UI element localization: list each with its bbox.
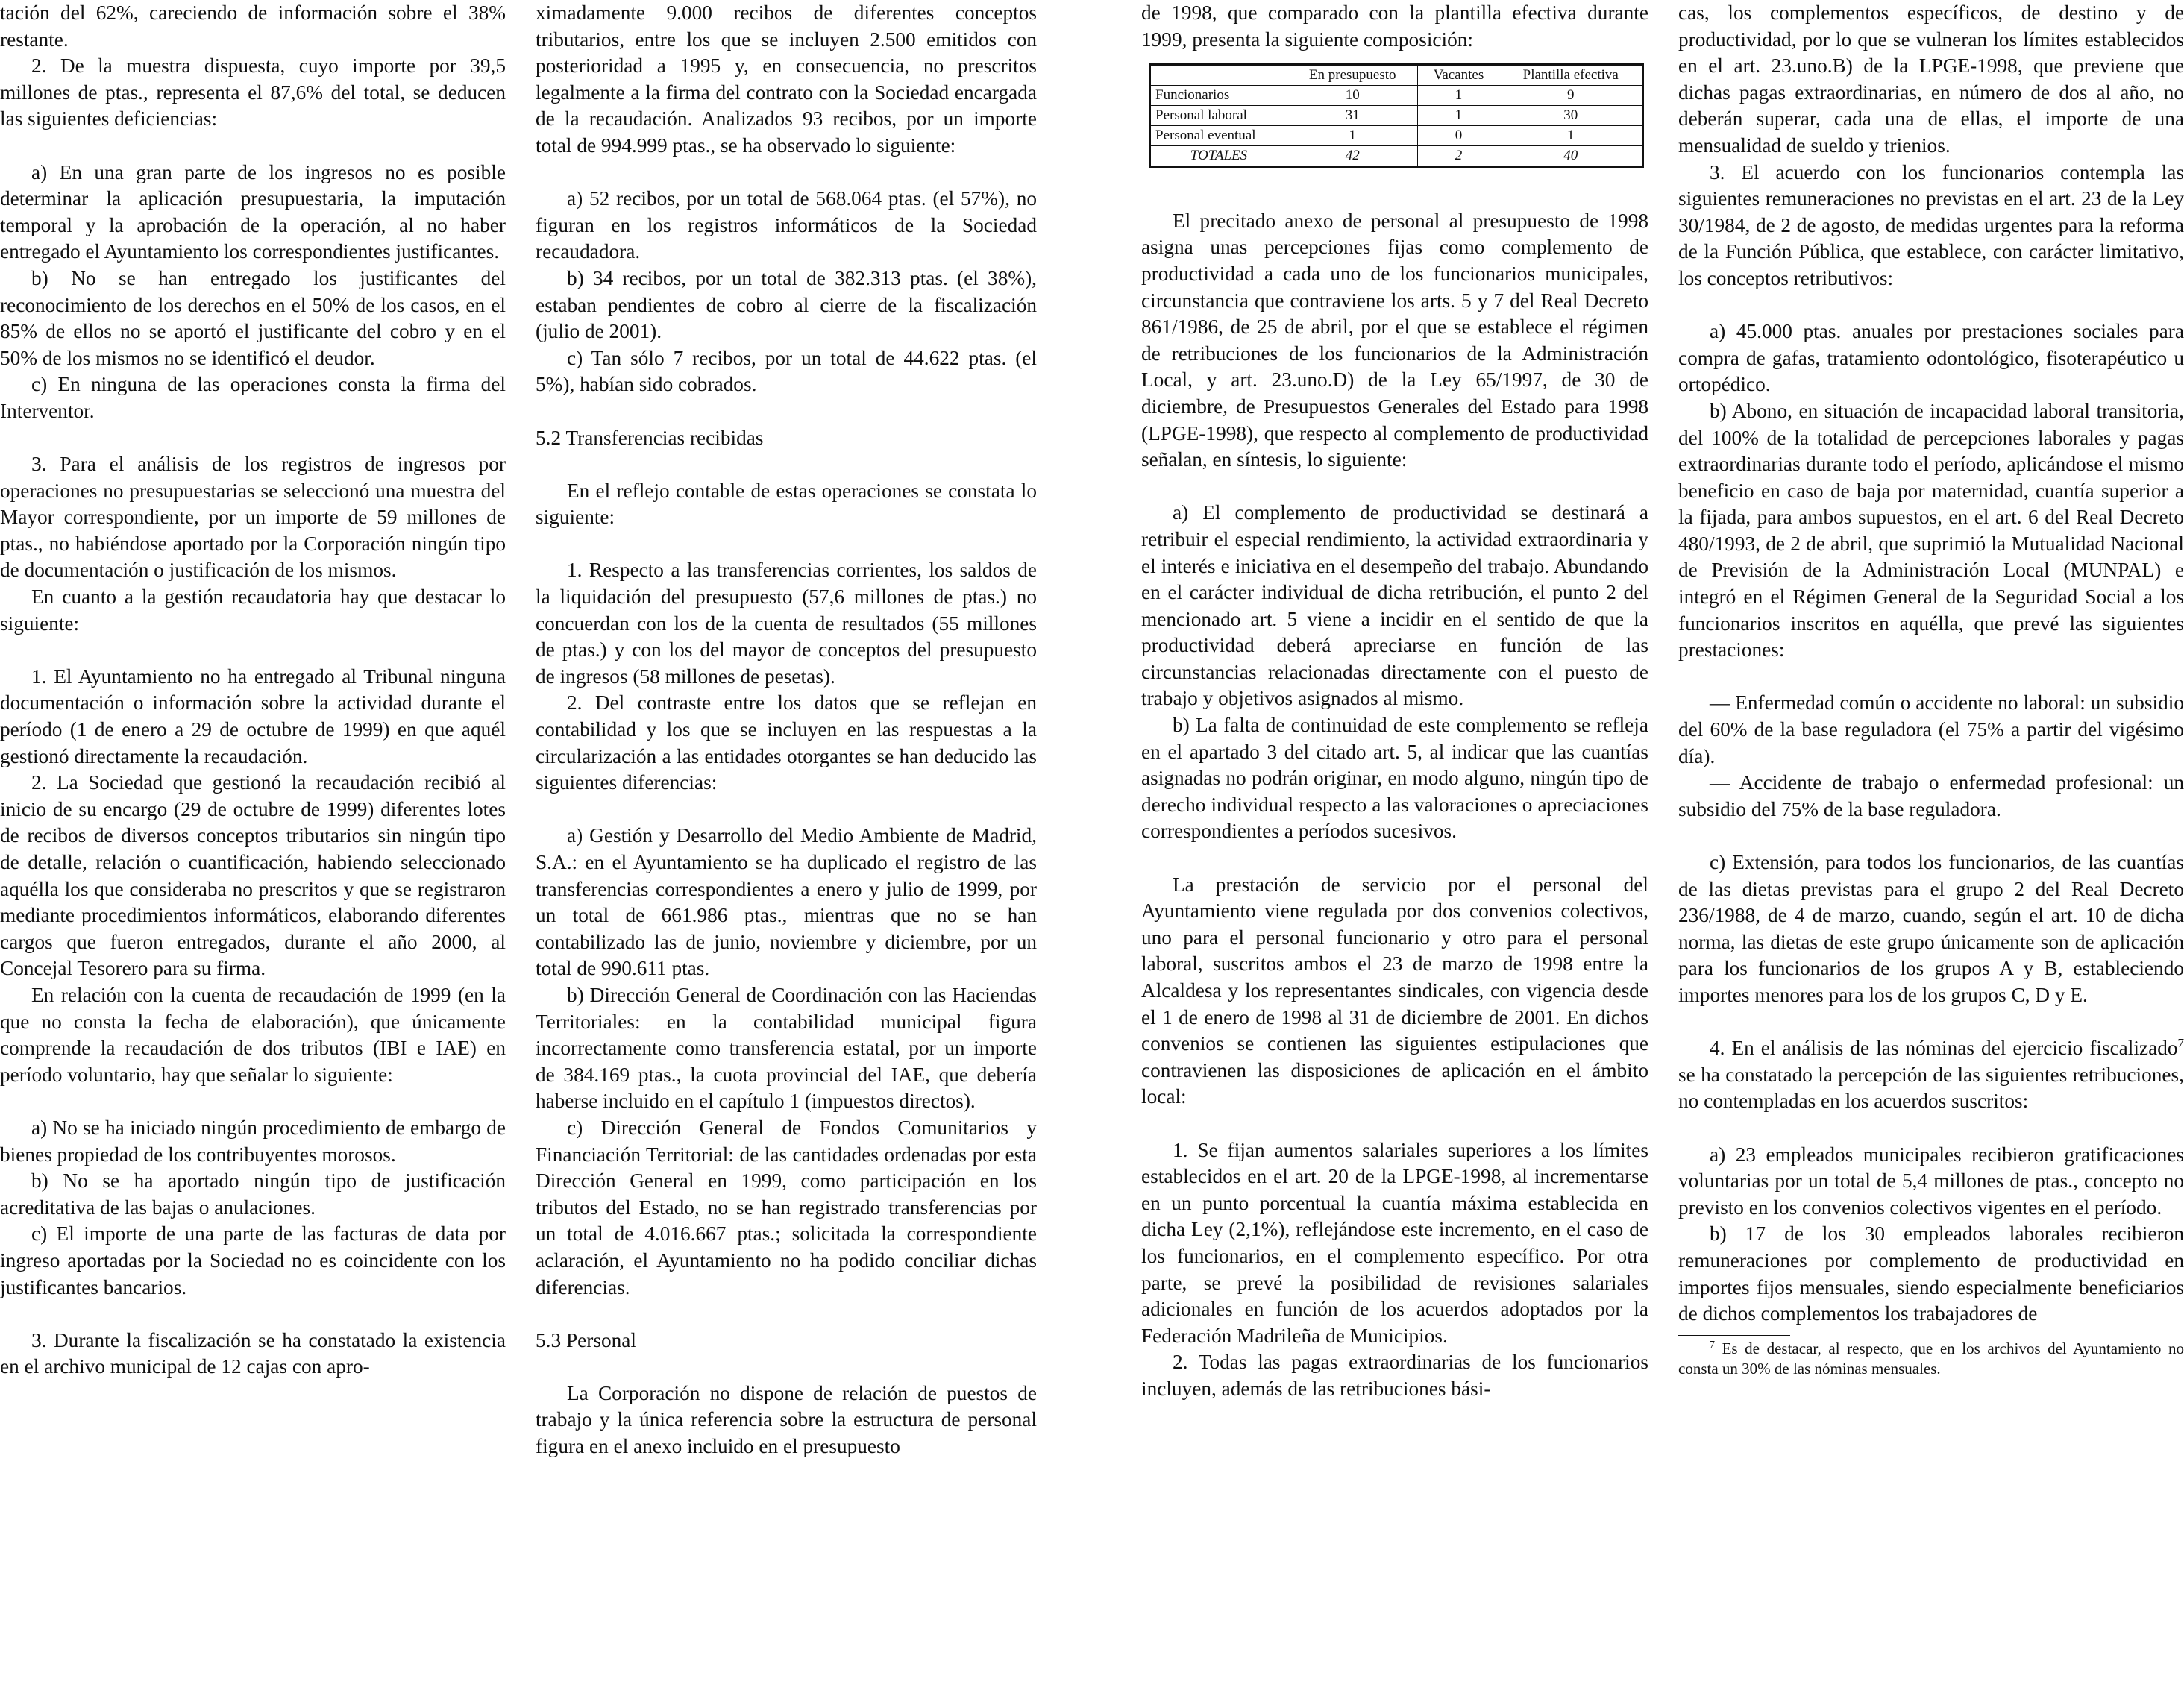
- table-cell: 30: [1499, 106, 1643, 126]
- paragraph: 1. El Ayuntamiento no ha entregado al Tribunal ninguna documentación o información sobre la actividad durante el período (1 de enero a 29 de octubre de 1999) en que aquél gestionó directamente la recaudación.: [0, 665, 506, 767]
- paragraph: c) Tan sólo 7 recibos, por un total de 44.622 ptas. (el 5%), habían sido cobrados.: [536, 346, 1037, 396]
- table-header: Plantilla efectiva: [1499, 65, 1643, 86]
- paragraph: de 1998, que comparado con la plantilla efectiva durante 1999, presenta la siguiente composición:: [1141, 1, 1648, 51]
- paragraph: c) En ninguna de las operaciones consta la firma del Interventor.: [0, 373, 506, 422]
- paragraph: b) Dirección General de Coordinación con las Haciendas Territoriales: en la contabilidad municipal figura incorrectamente como transferencia estatal, por un importe de 384.169 ptas., la cuota provincial del IAE, que debería haberse incluido en el capítulo 1 (impuestos directos).: [536, 983, 1037, 1113]
- footnote-ref: 7: [2177, 1036, 2184, 1051]
- staff-table: [1149, 63, 1644, 168]
- paragraph: b) 34 recibos, por un total de 382.313 ptas. (el 38%), estaban pendientes de cobro al cierre de la fiscalización (julio de 2001).: [536, 266, 1037, 343]
- paragraph: c) Extensión, para todos los funcionarios, de las cuantías de las dietas previstas para el grupo 2 del Real Decreto 236/1988, de 4 de marzo, cuando, según el art. 10 de dicha norma, las dietas de este grupo únicamente son de aplicación para los funcionarios de los grupos A y B, estableciendo importes menores para los de los grupos C, D y E.: [1678, 851, 2184, 1006]
- table-total-row: [1150, 146, 1643, 167]
- paragraph: b) 17 de los 30 empleados laborales recibieron remuneraciones por complemento de productividad en importes fijos mensuales, siendo especialmente beneficiarios de dichos complementos los trabajadores de: [1678, 1222, 2184, 1325]
- paragraph: b) La falta de continuidad de este complemento se refleja en el apartado 3 del citado art. 5, al indicar que las cuantías asignadas no podrán originar, en modo alguno, ningún tipo de derecho individual respecto a las valoraciones o apreciaciones correspondientes a períodos sucesivos.: [1141, 714, 1648, 843]
- table-cell: 40: [1499, 146, 1643, 167]
- paragraph: cas, los complementos específicos, de destino y de productividad, por lo que se vulneran los límites establecidos en el art. 23.uno.B) de la LPGE-1998, que previene que dichas pagas extraordinarias, en número de dos al año, no deberán superar, cada una de ellas, el importe de una mensualidad de sueldo y trienios.: [1678, 1, 2184, 157]
- paragraph: c) El importe de una parte de las facturas de data por ingreso aportadas por la Sociedad no es coincidente con los justificantes bancarios.: [0, 1222, 506, 1298]
- row-label: Personal laboral: [1150, 106, 1287, 126]
- paragraph: a) 45.000 ptas. anuales por prestaciones sociales para compra de gafas, tratamiento odontológico, fisoterapéutico u ortopédico.: [1678, 320, 2184, 396]
- paragraph: tación del 62%, careciendo de información sobre el 38% restante.: [0, 1, 506, 51]
- column-4: [1678, 0, 2184, 1379]
- paragraph: En relación con la cuenta de recaudación de 1999 (en la que no consta la fecha de elaboración), que únicamente comprende la recaudación de dos tributos (IBI e IAE) en período voluntario, hay que señalar lo siguiente:: [0, 983, 506, 1086]
- footnote: $^7$ Es de destacar, al respecto, que en los archivos del Ayuntamiento no consta un 30% de las nóminas mensuales.: [1678, 1339, 2184, 1378]
- table-row: [1150, 86, 1643, 106]
- paragraph: a) 23 empleados municipales recibieron gratificaciones voluntarias por un total de 5,4 millones de ptas., concepto no previsto en los convenios colectivos vigentes en el período.: [1678, 1143, 2184, 1219]
- table-cell: 0: [1418, 126, 1499, 146]
- paragraph: 2. Todas las pagas extraordinarias de los funcionarios incluyen, además de las retribuciones bási-: [1141, 1351, 1648, 1400]
- table-header: Vacantes: [1418, 65, 1499, 86]
- paragraph: 2. De la muestra dispuesta, cuyo importe por 39,5 millones de ptas., representa el 87,6% del total, se deducen las siguientes deficiencias:: [0, 54, 506, 131]
- paragraph: a) 52 recibos, por un total de 568.064 ptas. (el 57%), no figuran en los registros informáticos de la Sociedad recaudadora.: [536, 187, 1037, 263]
- paragraph: En el reflejo contable de estas operaciones se constata lo siguiente:: [536, 479, 1037, 529]
- table-cell: 31: [1287, 106, 1418, 126]
- paragraph: b) No se han entregado los justificantes del reconocimiento de los derechos en el 50% de los casos, en el 85% de ellos no se aportó el justificante del cobro y en el 50% de los mismos no se identificó el deudor.: [0, 266, 506, 369]
- section-heading: 5.2 Transferencias recibidas: [536, 426, 764, 449]
- paragraph: a) No se ha iniciado ningún procedimiento de embargo de bienes propiedad de los contribuyentes morosos.: [0, 1116, 506, 1166]
- table-header: En presupuesto: [1287, 65, 1418, 86]
- table-cell: 1: [1418, 86, 1499, 106]
- paragraph: 3. Para el análisis de los registros de ingresos por operaciones no presupuestarias se seleccionó una muestra del Mayor correspondiente, por un importe de 59 millones de ptas., no habiéndose aportado por la Corporación ningún tipo de documentación o justificación de los mismos.: [0, 453, 506, 582]
- paragraph: La Corporación no dispone de relación de puestos de trabajo y la única referencia sobre la estructura de personal figura en el anexo incluido en el presupuesto: [536, 1381, 1037, 1458]
- table-cell: 10: [1287, 86, 1418, 106]
- paragraph: c) Dirección General de Fondos Comunitarios y Financiación Territorial: de las cantidades ordenadas por esta Dirección General en 1999, como participación en los tributos del Estado, no se han registrado transferencias por un total de 4.016.667 ptas.; solicitada la correspondiente aclaración, el Ayuntamiento no ha podido conciliar dichas diferencias.: [536, 1116, 1037, 1298]
- paragraph: b) No se ha aportado ningún tipo de justificación acreditativa de las bajas o anulaciones.: [0, 1169, 506, 1219]
- paragraph: — Enfermedad común o accidente no laboral: un subsidio del 60% de la base reguladora (el 75% a partir del vigésimo día).: [1678, 691, 2184, 767]
- paragraph: 3. Durante la fiscalización se ha constatado la existencia en el archivo municipal de 12 cajas con apro-: [0, 1328, 506, 1378]
- paragraph: ximadamente 9.000 recibos de diferentes conceptos tributarios, entre los que se incluyen 2.500 emitidos con posterioridad a 1995 y, en consecuencia, no prescritos legalmente a la firma del contrato con la Sociedad encargada de la recaudación. Analizados 93 recibos, por un importe total de 994.999 ptas., se ha observado lo siguiente:: [536, 1, 1037, 157]
- table-row: [1150, 126, 1643, 146]
- paragraph: La prestación de servicio por el personal del Ayuntamiento viene regulada por dos convenios colectivos, uno para el personal funcionario y otro para el personal laboral, suscritos ambos el 23 de marzo de 1998 entre la Alcaldesa y los representantes sindicales, con vigencia desde el 1 de enero de 1998 al 31 de diciembre de 2001. En dichos convenios se contienen las siguientes estipulaciones que contravienen las disposiciones de aplicación en el ámbito local:: [1141, 873, 1648, 1108]
- paragraph: 2. La Sociedad que gestionó la recaudación recibió al inicio de su encargo (29 de octubre de 1999) diferentes lotes de recibos de diversos conceptos tributarios sin ningún tipo de detalle, relación o cuantificación, habiendo seleccionado aquélla los que consideraba no prescritos y que se registraron mediante procedimientos informáticos, elaborando diferentes cargos que fueron entregados, durante el año 2000, al Concejal Tesorero para su firma.: [0, 771, 506, 980]
- paragraph: a) Gestión y Desarrollo del Medio Ambiente de Madrid, S.A.: en el Ayuntamiento se ha duplicado el registro de las transferencias correspondientes a enero y julio de 1999, por un total de 661.986 ptas., mientras que no se han contabilizado las de junio, noviembre y diciembre, por un total de 990.611 ptas.: [536, 824, 1037, 980]
- paragraph: b) Abono, en situación de incapacidad laboral transitoria, del 100% de la totalidad de percepciones laborales y pagas extraordinarias durante todo el período, aplicándose el mismo beneficio en caso de baja por maternidad, cuantía superior a la fijada, para ambos supuestos, en el art. 6 del Real Decreto 480/1993, de 2 de abril, que suprimió la Mutualidad Nacional de Previsión de la Administración Local (MUNPAL) e integró en el Régimen General de la Seguridad Social a los funcionarios inscritos en aquélla, que prevé las siguientes prestaciones:: [1678, 399, 2184, 662]
- paragraph: a) En una gran parte de los ingresos no es posible determinar la aplicación presupuestaria, la imputación temporal y la aprobación de la operación, al no haber entregado el Ayuntamiento los correspondientes justificantes.: [0, 160, 506, 263]
- paragraph: 2. Del contraste entre los datos que se reflejan en contabilidad y los que se incluyen en las respuestas a la circularización a las entidades otorgantes se han deducido las siguientes diferencias:: [536, 691, 1037, 794]
- footnote-divider: [1678, 1335, 1790, 1336]
- table-row: [1150, 106, 1643, 126]
- column-3: [1141, 0, 1648, 1403]
- paragraph: 3. El acuerdo con los funcionarios contempla las siguientes remuneraciones no previstas en el art. 23 de la Ley 30/1984, de 2 de agosto, de medidas urgentes para la reforma de la Función Pública, que establece, con carácter limitativo, los conceptos retributivos:: [1678, 160, 2184, 289]
- paragraph: — Accidente de trabajo o enfermedad profesional: un subsidio del 75% de la base reguladora.: [1678, 771, 2184, 820]
- table-cell: 1: [1499, 126, 1643, 146]
- table-cell: 1: [1287, 126, 1418, 146]
- row-label: TOTALES: [1150, 146, 1287, 167]
- section-heading: 5.3 Personal: [536, 1328, 636, 1351]
- row-label: Funcionarios: [1150, 86, 1287, 106]
- table-header-row: [1150, 65, 1643, 86]
- paragraph: a) El complemento de productividad se destinará a retribuir el especial rendimiento, la actividad extraordinaria y el interés e iniciativa en el desempeño del trabajo. Abundando en el carácter individual de dicha retribución, el punto 2 del mencionado art. 5 viene a incidir en el sentido de que la productividad deberá apreciarse en función de las circunstancias relacionadas directamente con el puesto de trabajo y objetivos asignados al mismo.: [1141, 501, 1648, 710]
- table-cell: 1: [1418, 106, 1499, 126]
- paragraph: En cuanto a la gestión recaudatoria hay que destacar lo siguiente:: [0, 585, 506, 635]
- paragraph: 4. En el análisis de las nóminas del ejercicio fiscalizado$^7$ se ha constatado la percepción de las siguientes retribuciones, no contempladas en los acuerdos suscritos:: [1678, 1036, 2184, 1113]
- column-1: [0, 0, 506, 1381]
- table-cell: 2: [1418, 146, 1499, 167]
- paragraph: 1. Respecto a las transferencias corrientes, los saldos de la liquidación del presupuesto (57,6 millones de ptas.) no concuerdan con los de la cuenta de resultados (55 millones de ptas.) y con los del mayor de conceptos del presupuesto de ingresos (58 millones de pesetas).: [536, 559, 1037, 688]
- paragraph: El precitado anexo de personal al presupuesto de 1998 asigna unas percepciones fijas como complemento de productividad a cada uno de los funcionarios municipales, circunstancia que contraviene los arts. 5 y 7 del Real Decreto 861/1986, de 25 de abril, por el que se establece el régimen de retribuciones de los funcionarios de la Administración Local, y art. 23.uno.D) de la Ley 65/1997, de 30 de diciembre, de Presupuestos Generales del Estado para 1998 (LPGE-1998), que respecto al complemento de productividad señalan, en síntesis, lo siguiente:: [1141, 209, 1648, 471]
- column-2: [536, 0, 1037, 1460]
- table-cell: 9: [1499, 86, 1643, 106]
- paragraph: 1. Se fijan aumentos salariales superiores a los límites establecidos en el art. 20 de la LPGE-1998, al incrementarse en un punto porcentual la cuantía máxima establecida en dicha Ley (2,1%), reflejándose este incremento, en el caso de los funcionarios, en el complemento específico. Por otra parte, se prevé la posibilidad de revisiones salariales adicionales en función de los acuerdos adoptados por la Federación Madrileña de Municipios.: [1141, 1138, 1648, 1347]
- row-label: Personal eventual: [1150, 126, 1287, 146]
- table-cell: 42: [1287, 146, 1418, 167]
